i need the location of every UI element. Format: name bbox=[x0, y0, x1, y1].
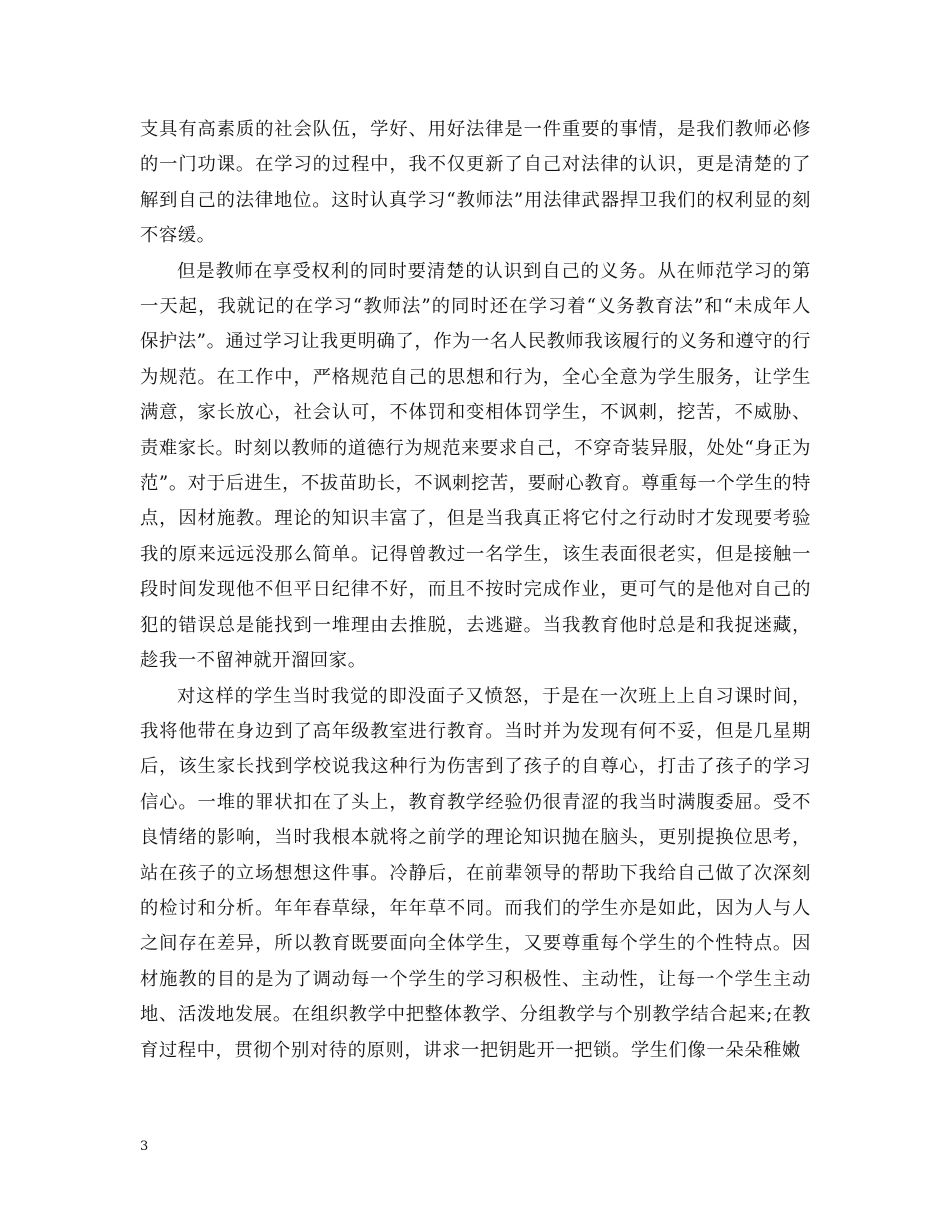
paragraph-1: 支具有高素质的社会队伍，学好、用好法律是一件重要的事情，是我们教师必修的一门功课。在学习的过程中，我不仅更新了自己对法律的认识，更是清楚的了解到自己的法律地位。这时认真学习“教师法”用法律武器捍卫我们的权利显的刻不容缓。 bbox=[140, 119, 811, 247]
paragraph-3: 对这样的学生当时我觉的即没面子又愤怒，于是在一次班上上自习课时间，我将他带在身边到了高年级教室进行教育。当时并为发现有何不妥，但是几星期后，该生家长找到学校说我这种行为伤害到了孩子的自尊心，打击了孩子的学习信心。一堆的罪状扣在了头上，教育教学经验仍很青涩的我当时满腹委屈。受不良情绪的影响，当时我根本就将之前学的理论知识抛在脑头，更别提换位思考，站在孩子的立场想想这件事。冷静后，在前辈领导的帮助下我给自己做了次深刻的检讨和分析。年年春草绿，年年草不同。而我们的学生亦是如此，因为人与人之间存在差异，所以教育既要面向全体学生，又要尊重每个学生的个性特点。因材施教的目的是为了调动每一个学生的学习积极性、主动性，让每一个学生主动地、活泼地发展。在组织教学中把整体教学、分组教学与个别教学结合起来;在教育过程中，贯彻个别对待的原则，讲求一把钥匙开一把锁。学生们像一朵朵稚嫩 bbox=[140, 685, 811, 1061]
paragraph-2: 但是教师在享受权利的同时要清楚的认识到自己的义务。从在师范学习的第一天起，我就记的在学习“教师法”的同时还在学习着“义务教育法”和“未成年人保护法”。通过学习让我更明确了，作为一名人民教师我该履行的义务和遵守的行为规范。在工作中，严格规范自己的思想和行为，全心全意为学生服务，让学生满意，家长放心，社会认可，不体罚和变相体罚学生，不讽刺，挖苦，不威胁、责难家长。时刻以教师的道德行为规范来要求自己，不穿奇装异服，处处“身正为范”。对于后进生，不拔苗助长，不讽刺挖苦，要耐心教育。尊重每一个学生的特点，因材施教。理论的知识丰富了，但是当我真正将它付之行动时才发现要考验我的原来远远没那么简单。记得曾教过一名学生，该生表面很老实，但是接触一段时间发现他不但平日纪律不好，而且不按时完成作业，更可气的是他对自己的犯的错误总是能找到一堆理由去推脱，去逃避。当我教育他时总是和我捉迷藏，趁我一不留神就开溜回家。 bbox=[140, 260, 811, 672]
document-body bbox=[140, 112, 811, 1068]
page-number: 3 bbox=[140, 1139, 149, 1154]
